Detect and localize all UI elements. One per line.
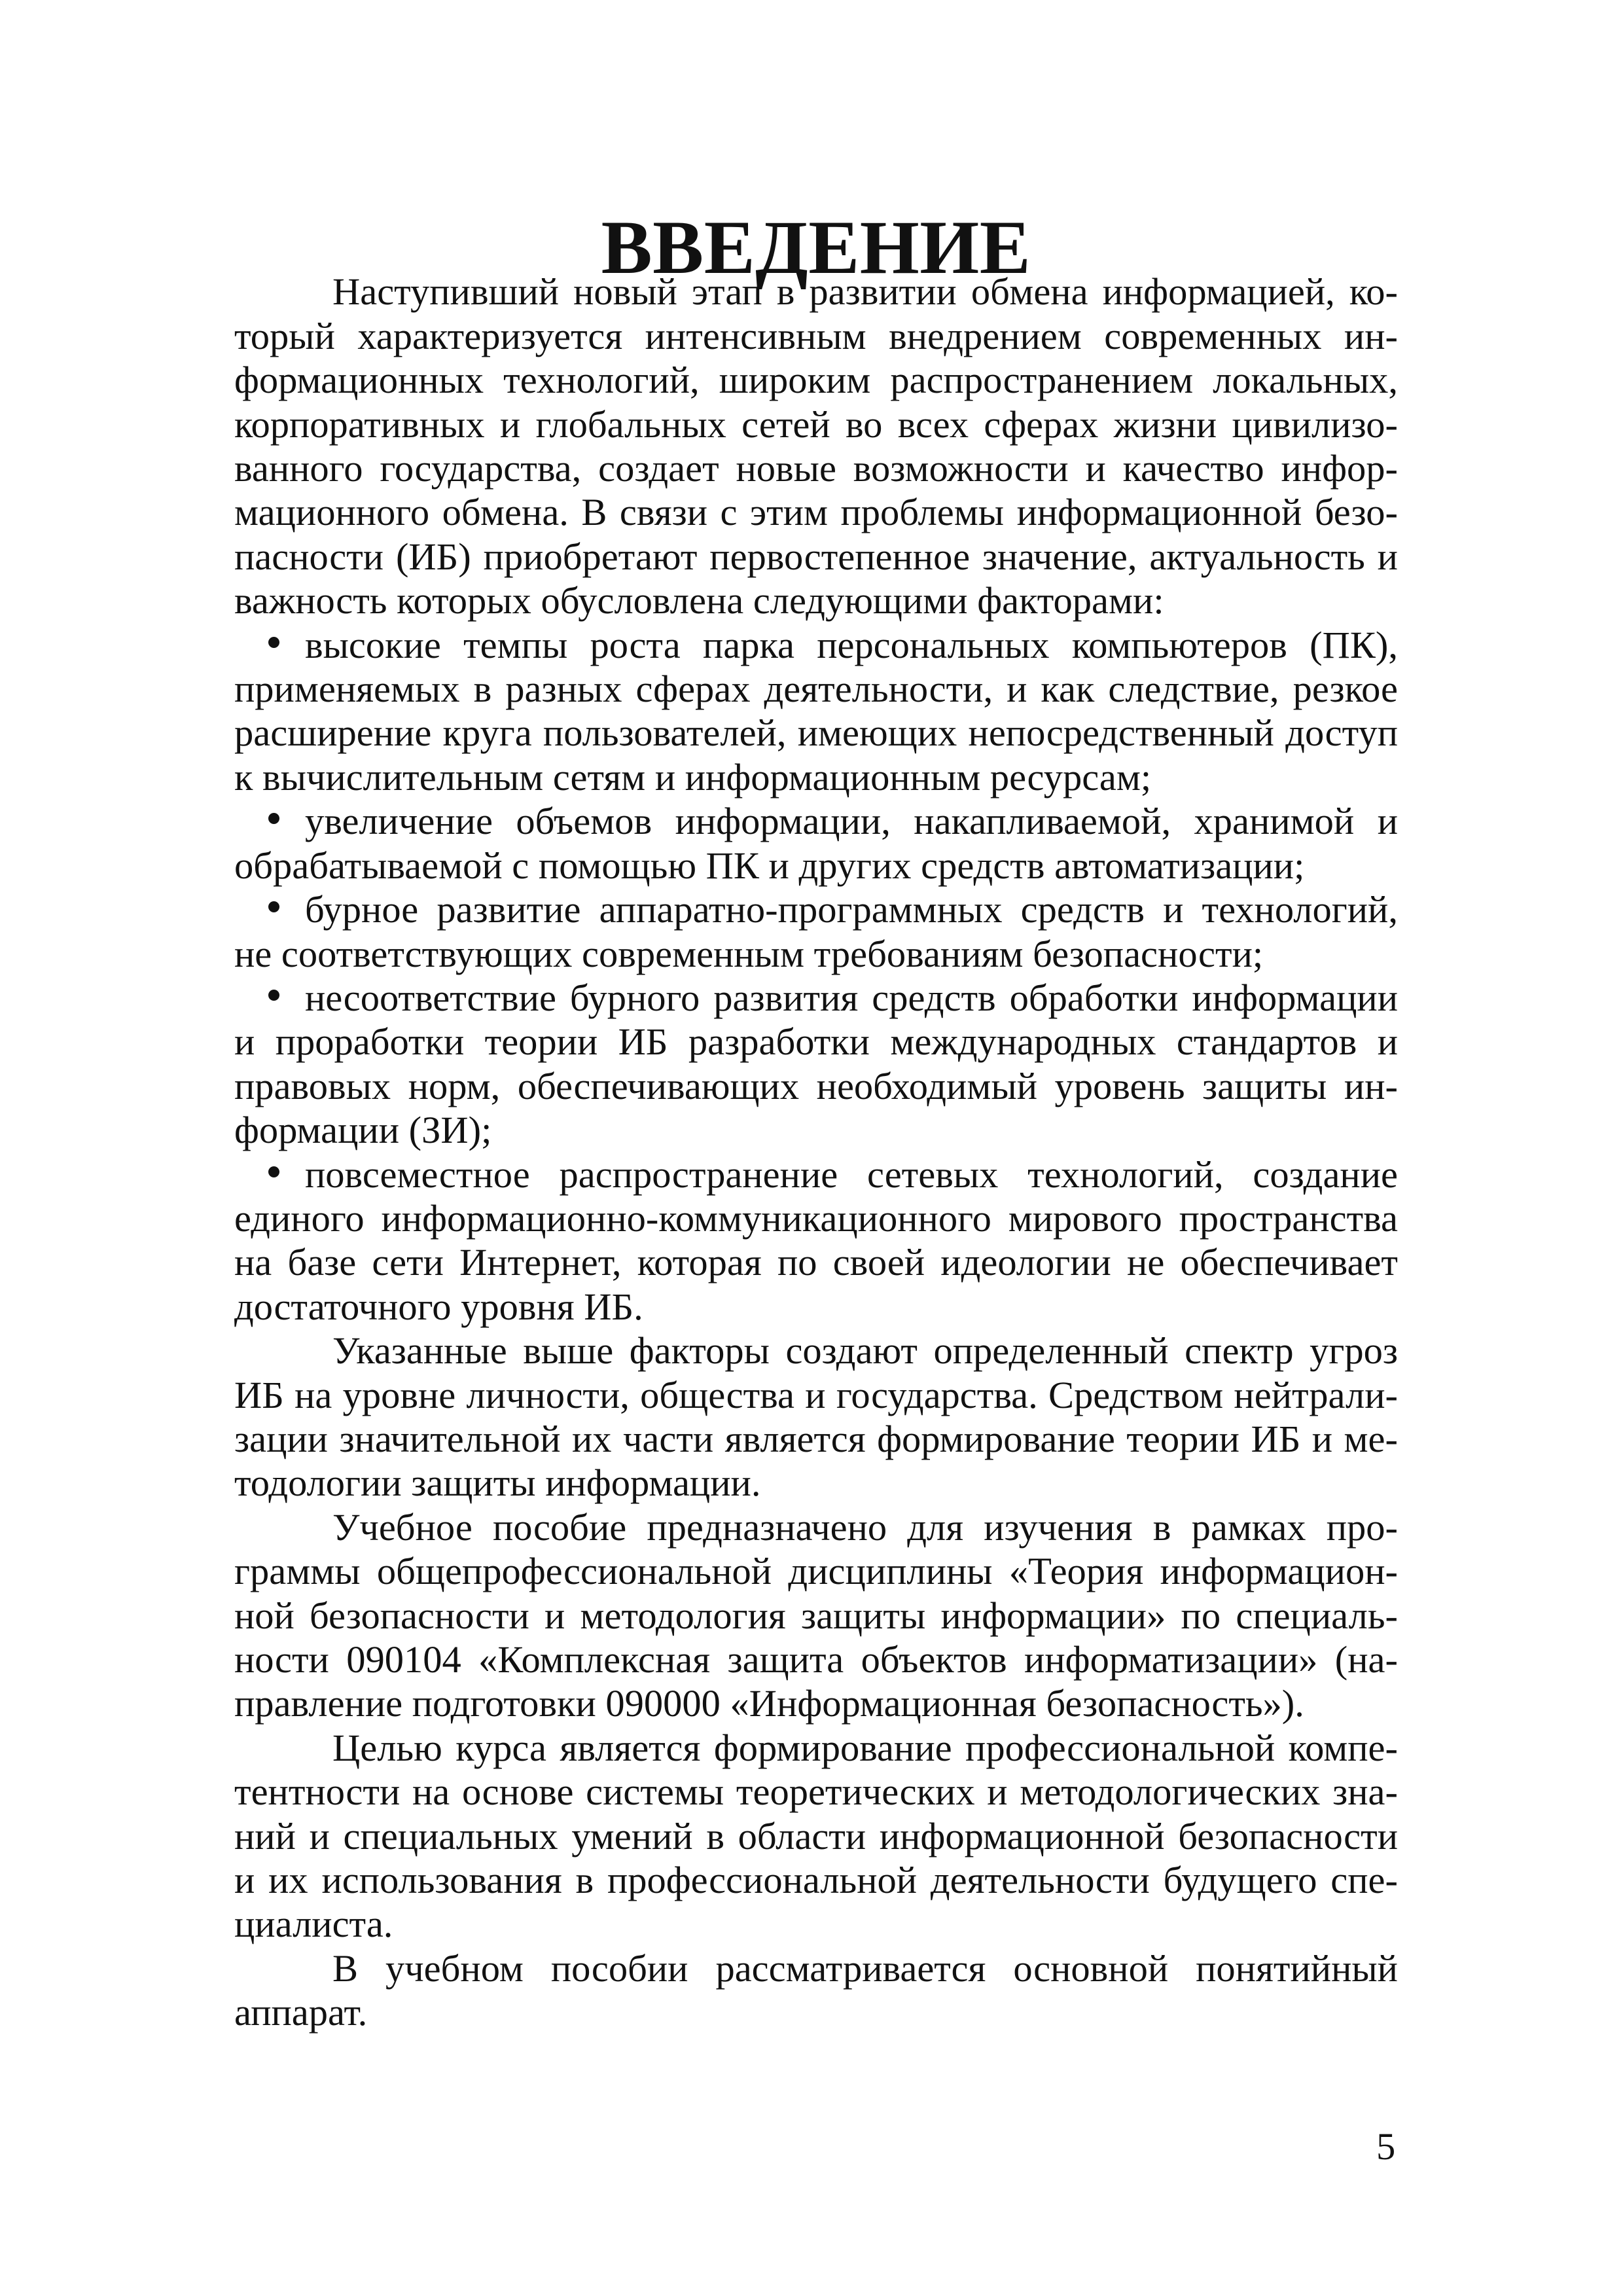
- list-item-text: несоответствие бурного развития средств обработки информации и проработки теории ИБ разработки международных стандартов и правовых норм, обеспечивающих необходимый уровень защиты информации (ЗИ);: [234, 976, 1398, 1152]
- list-item: [234, 976, 1398, 1153]
- list-item: [234, 623, 1398, 800]
- course-goal-paragraph: Целью курса является формирование профессиональной компетентности на основе системы теоретических и методологических знаний и специальных умений в области информационной безопасности и их использования в профессиональной деятельности будущего специалиста.: [234, 1726, 1398, 1946]
- factors-list: [234, 623, 1398, 1329]
- list-item: [234, 888, 1398, 976]
- list-item-text: бурное развитие аппаратно-программных средств и технологий, не соответствующих современным требованиям безопасности;: [234, 888, 1398, 975]
- factors-summary-paragraph: Указанные выше факторы создают определенный спектр угроз ИБ на уровне личности, общества и государства. Средством нейтрализации значительной их части является формирование теории ИБ и методологии защиты информации.: [234, 1329, 1398, 1505]
- list-item: [234, 1153, 1398, 1329]
- list-item-text: увеличение объемов информации, накапливаемой, хранимой и обрабатываемой с помощью ПК и других средств автоматизации;: [234, 800, 1398, 887]
- page-number: 5: [1376, 2125, 1396, 2168]
- purpose-paragraph: Учебное пособие предназначено для изучения в рамках программы общепрофессиональной дисциплины «Теория информационной безопасности и методология защиты информации» по специальности 090104 «Комплексная защита объектов информатизации» (направление подготовки 090000 «Информационная безопасность»).: [234, 1505, 1398, 1725]
- section-title: ВВЕДЕНИЕ: [601, 206, 1031, 290]
- page-body: [234, 206, 1398, 2035]
- intro-paragraph: Наступивший новый этап в развитии обмена информацией, который характеризуется интенсивным внедрением современных информационных технологий, широким распространением локальных, корпоративных и глобальных сетей во всех сферах жизни цивилизованного государства, создает новые возможности и качество информационного обмена. В связи с этим проблемы информационной безопасности (ИБ) приобретают первостепенное значение, актуальность и важность которых обусловлена следующими факторами:: [234, 270, 1398, 622]
- list-item-text: повсеместное распространение сетевых технологий, создание единого информационно-коммуникационного мирового пространства на базе сети Интернет, которая по своей идеологии не обеспечивает достаточного уровня ИБ.: [234, 1153, 1398, 1328]
- list-item: [234, 799, 1398, 888]
- scope-paragraph: В учебном пособии рассматривается основной понятийный аппарат.: [234, 1946, 1398, 2034]
- list-item-text: высокие темпы роста парка персональных компьютеров (ПК), применяемых в разных сферах деятельности, и как следствие, резкое расширение круга пользователей, имеющих непосредственный доступ к вычислительным сетям и информационным ресурсам;: [234, 623, 1398, 798]
